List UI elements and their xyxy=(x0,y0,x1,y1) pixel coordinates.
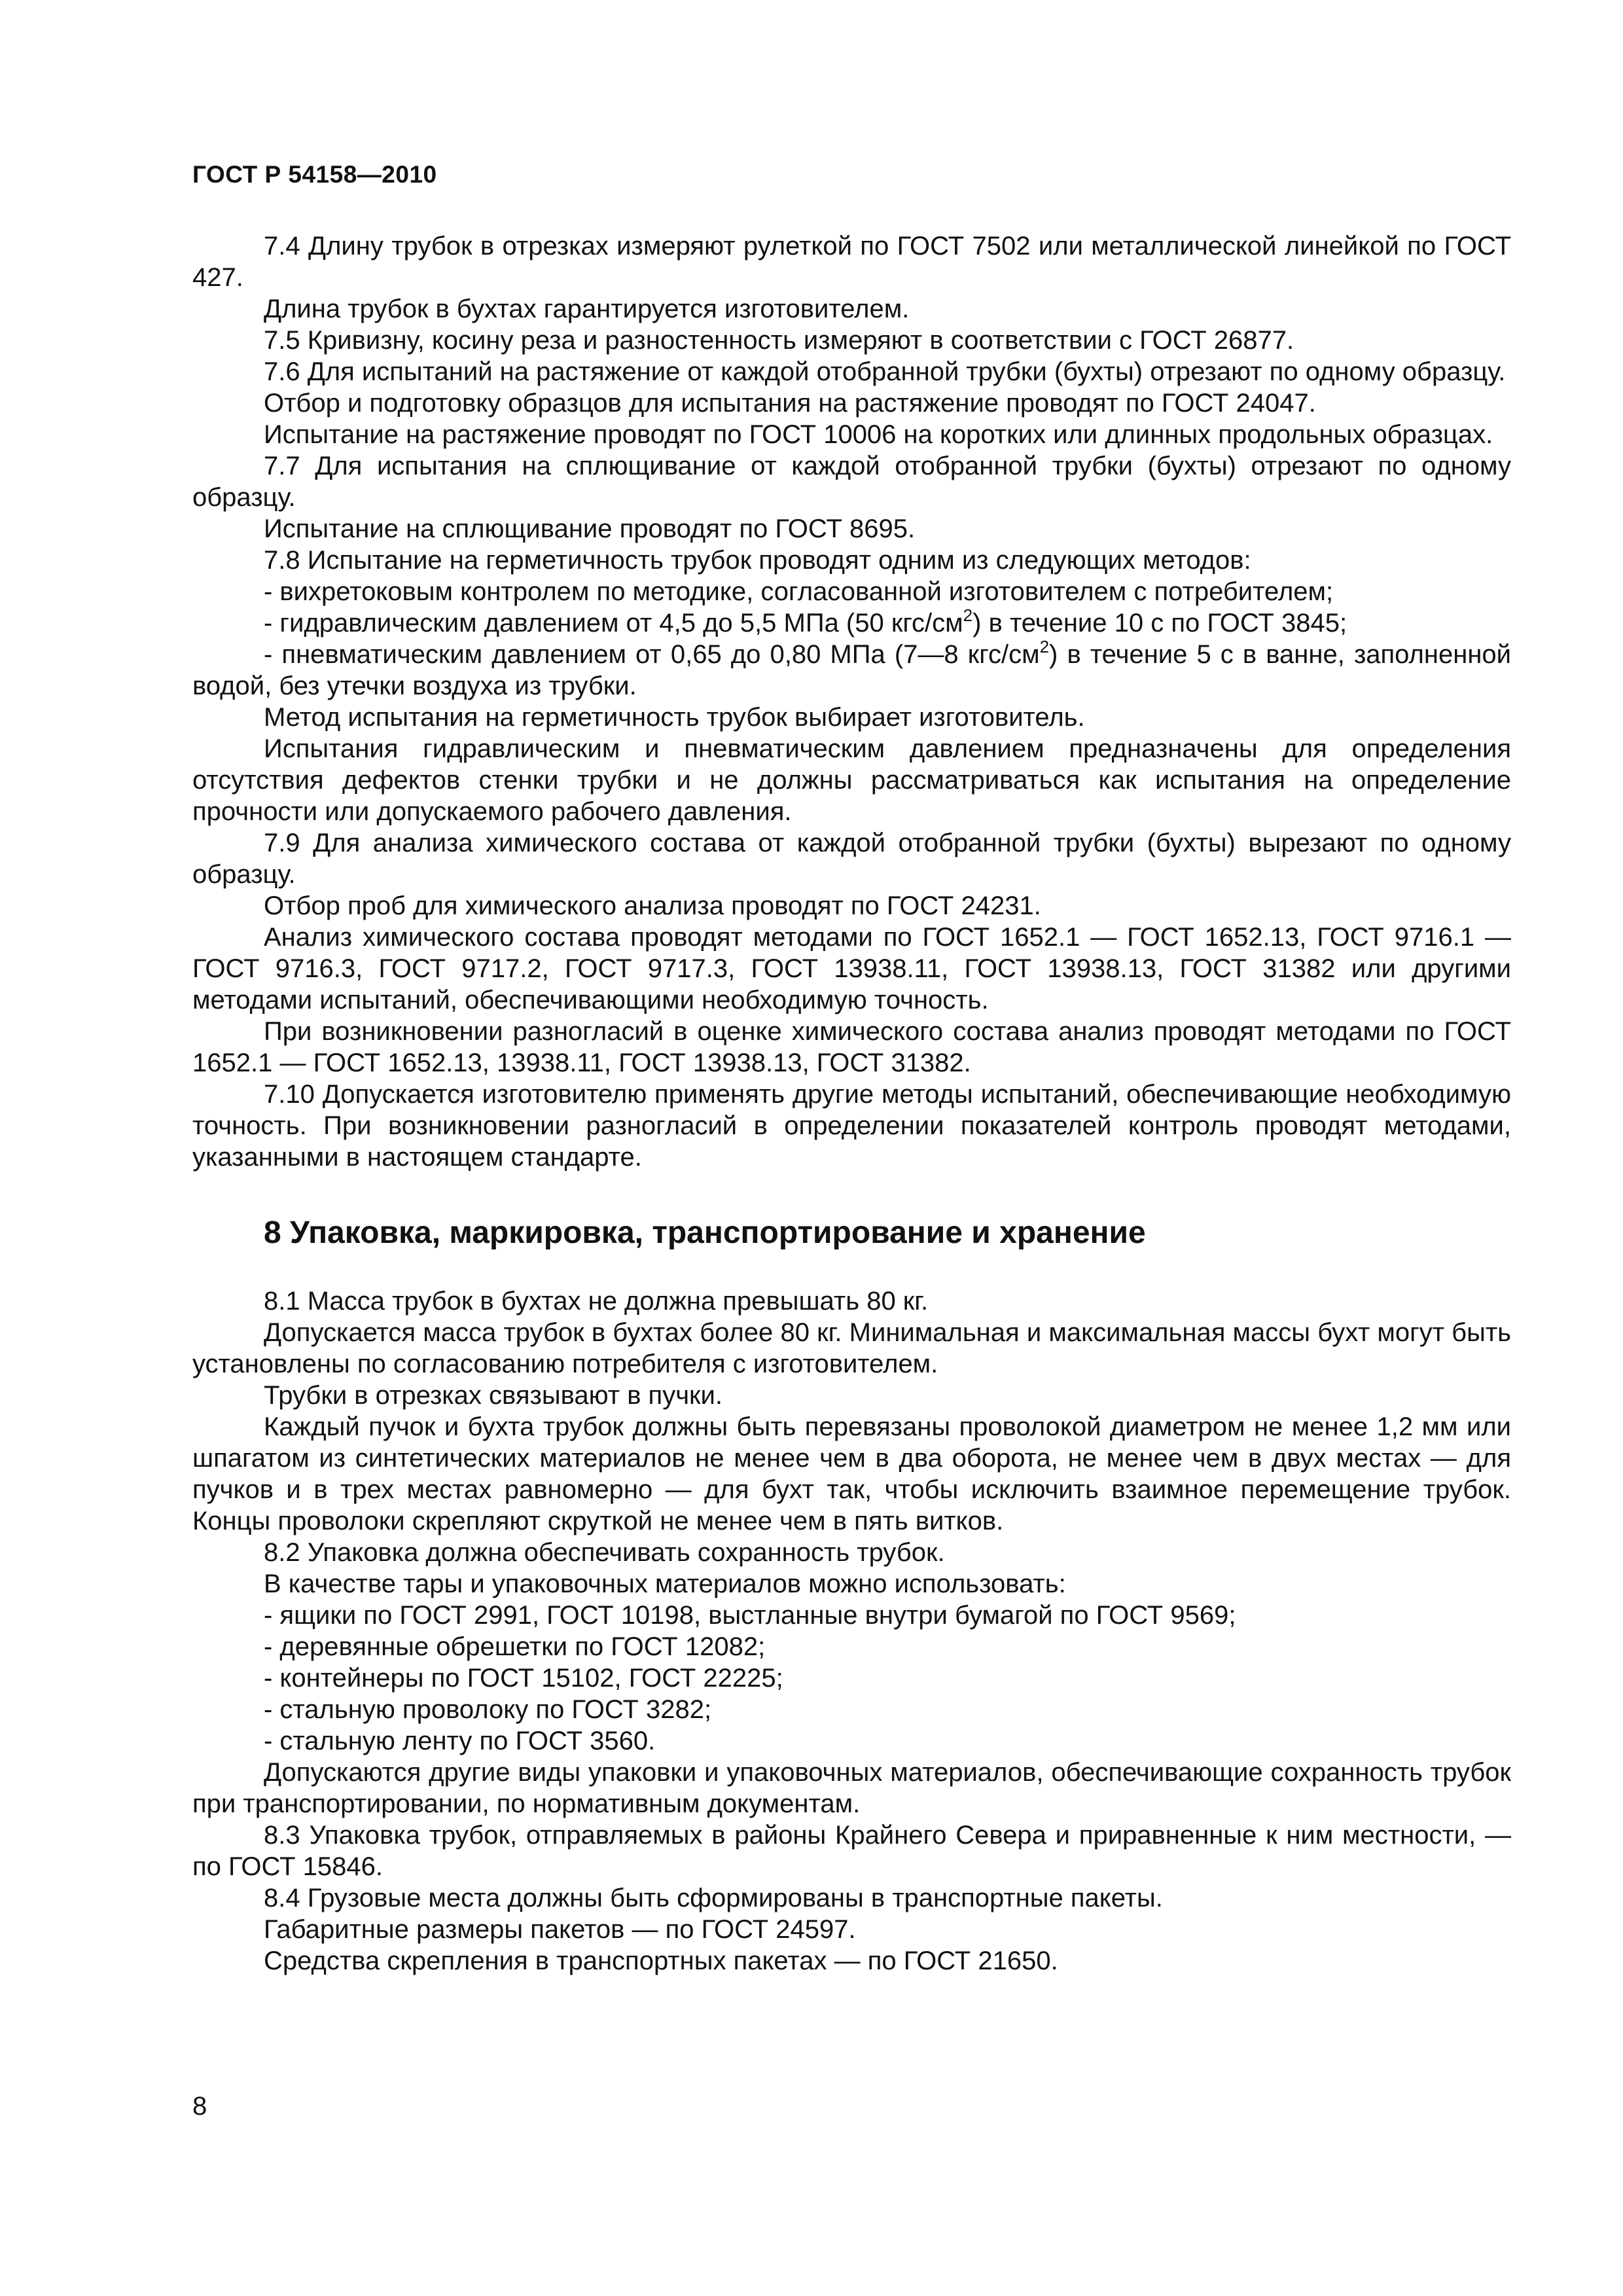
paragraph-text: 7.8 Испытание на герметичность трубок проводят одним из следующих методов: xyxy=(264,546,1251,575)
section-heading xyxy=(192,1215,1511,1251)
paragraph xyxy=(192,1945,1511,1977)
paragraph-text: 7.6 Для испытаний на растяжение от каждой отобранной трубки (бухты) отрезают по одному образцу. xyxy=(264,357,1506,386)
paragraph xyxy=(192,1317,1511,1380)
document-code-header: ГОСТ Р 54158—2010 xyxy=(192,161,437,188)
paragraph xyxy=(192,1380,1511,1411)
paragraph xyxy=(192,702,1511,733)
paragraph xyxy=(192,890,1511,922)
paragraph xyxy=(192,1568,1511,1600)
section-heading-text: 8 Упаковка, маркировка, транспортирование и хранение xyxy=(264,1215,1146,1250)
paragraph xyxy=(192,1820,1511,1882)
paragraph-text: Габаритные размеры пакетов — по ГОСТ 24597. xyxy=(264,1915,856,1944)
paragraph-text: 8.4 Грузовые места должны быть сформированы в транспортные пакеты. xyxy=(264,1884,1163,1912)
paragraph xyxy=(192,419,1511,450)
paragraph-text: Анализ химического состава проводят методами по ГОСТ 1652.1 — ГОСТ 1652.13, ГОСТ 9716.1 — ГОСТ 9716.3, ГОСТ 9717.2, ГОСТ 9717.3, ГОСТ 13938.11, ГОСТ 13938.13, ГОСТ 31382 или другими методами испытаний, обеспечивающими необходимую точность. xyxy=(192,923,1511,1014)
paragraph xyxy=(192,1016,1511,1079)
superscript: 2 xyxy=(1039,636,1050,656)
paragraph xyxy=(192,1694,1511,1725)
paragraph-text: Каждый пучок и бухта трубок должны быть перевязаны проволокой диаметром не менее 1,2 мм или шпагатом из синтетических материалов не менее чем в два оборота, не менее чем в двух местах — для пучков и в трех местах равномерно — для бухт так, чтобы исключить взаимное перемещение трубок. Концы проволоки скрепляют скруткой не менее чем в пять витков. xyxy=(192,1412,1511,1535)
paragraph-text: Трубки в отрезках связывают в пучки. xyxy=(264,1381,723,1410)
paragraph xyxy=(192,1411,1511,1537)
paragraph-text-continued: ) в течение 5 с в ванне, заполненной водой, без утечки воздуха из трубки. xyxy=(192,640,1511,700)
paragraph xyxy=(192,1285,1511,1317)
paragraph-text: 7.4 Длину трубок в отрезках измеряют рулеткой по ГОСТ 7502 или металлической линейкой по ГОСТ 427. xyxy=(192,232,1511,292)
paragraph xyxy=(192,387,1511,419)
paragraph xyxy=(192,545,1511,576)
paragraph-text: Испытание на растяжение проводят по ГОСТ 10006 на коротких или длинных продольных образцах. xyxy=(264,420,1493,449)
paragraph-text-continued: ) в течение 10 с по ГОСТ 3845; xyxy=(972,609,1347,637)
paragraph-text: Испытания гидравлическим и пневматическим давлением предназначены для определения отсутствия дефектов стенки трубки и не должны рассматриваться как испытания на определение прочности или допускаемого рабочего давления. xyxy=(192,734,1511,826)
paragraph-text: Метод испытания на герметичность трубок выбирает изготовитель. xyxy=(264,703,1085,732)
paragraph xyxy=(192,922,1511,1016)
paragraph-text: - стальную ленту по ГОСТ 3560. xyxy=(264,1727,656,1755)
paragraph-text: Допускается масса трубок в бухтах более 80 кг. Минимальная и максимальная массы бухт могут быть установлены по согласованию потребителя с изготовителем. xyxy=(192,1318,1511,1378)
paragraph-text: - гидравлическим давлением от 4,5 до 5,5 МПа (50 кгс/см xyxy=(264,609,963,637)
paragraph-text: 7.7 Для испытания на сплющивание от каждой отобранной трубки (бухты) отрезают по одному образцу. xyxy=(192,452,1511,512)
paragraph xyxy=(192,636,1511,702)
document-body xyxy=(192,230,1511,1977)
paragraph-text: Длина трубок в бухтах гарантируется изготовителем. xyxy=(264,295,910,323)
paragraph-text: Средства скрепления в транспортных пакетах — по ГОСТ 21650. xyxy=(264,1946,1058,1975)
paragraph xyxy=(192,1914,1511,1945)
paragraph xyxy=(192,356,1511,387)
paragraph xyxy=(192,576,1511,607)
paragraph-text: - вихретоковым контролем по методике, согласованной изготовителем с потребителем; xyxy=(264,577,1334,606)
paragraph-text: - пневматическим давлением от 0,65 до 0,80 МПа (7—8 кгс/см xyxy=(264,640,1040,669)
paragraph xyxy=(192,1662,1511,1694)
paragraph xyxy=(192,1079,1511,1173)
paragraph-text: - контейнеры по ГОСТ 15102, ГОСТ 22225; xyxy=(264,1664,783,1693)
paragraph-text: - деревянные обрешетки по ГОСТ 12082; xyxy=(264,1632,766,1661)
paragraph-text: Допускаются другие виды упаковки и упаковочных материалов, обеспечивающие сохранность трубок при транспортировании, по нормативным документам. xyxy=(192,1758,1511,1818)
paragraph xyxy=(192,607,1511,639)
paragraph xyxy=(192,733,1511,827)
paragraph xyxy=(192,1757,1511,1820)
paragraph-text: Отбор проб для химического анализа проводят по ГОСТ 24231. xyxy=(264,891,1041,920)
paragraph xyxy=(192,325,1511,356)
superscript: 2 xyxy=(963,605,973,625)
paragraph xyxy=(192,1725,1511,1757)
paragraph-text: 7.9 Для анализа химического состава от каждой отобранной трубки (бухты) вырезают по одному образцу. xyxy=(192,829,1511,889)
paragraph-text: 7.5 Кривизну, косину реза и разностенность измеряют в соответствии с ГОСТ 26877. xyxy=(264,326,1294,355)
paragraph-text: 8.1 Масса трубок в бухтах не должна превышать 80 кг. xyxy=(264,1287,929,1316)
paragraph xyxy=(192,450,1511,513)
paragraph-text: 8.2 Упаковка должна обеспечивать сохранность трубок. xyxy=(264,1538,945,1567)
paragraph xyxy=(192,1537,1511,1568)
paragraph-text: Отбор и подготовку образцов для испытания на растяжение проводят по ГОСТ 24047. xyxy=(264,389,1316,418)
paragraph xyxy=(192,513,1511,545)
paragraph-text: Испытание на сплющивание проводят по ГОСТ 8695. xyxy=(264,514,916,543)
paragraph-text: - ящики по ГОСТ 2991, ГОСТ 10198, выстланные внутри бумагой по ГОСТ 9569; xyxy=(264,1601,1236,1630)
paragraph xyxy=(192,1600,1511,1631)
paragraph xyxy=(192,827,1511,890)
paragraph-text: 8.3 Упаковка трубок, отправляемых в районы Крайнего Севера и приравненные к ним местности, — по ГОСТ 15846. xyxy=(192,1821,1511,1881)
paragraph-text: При возникновении разногласий в оценке химического состава анализ проводят методами по ГОСТ 1652.1 — ГОСТ 1652.13, 13938.11, ГОСТ 13938.13, ГОСТ 31382. xyxy=(192,1017,1511,1077)
paragraph xyxy=(192,1631,1511,1662)
paragraph xyxy=(192,230,1511,293)
paragraph-text: - стальную проволоку по ГОСТ 3282; xyxy=(264,1695,712,1724)
page-number: 8 xyxy=(192,2092,207,2121)
paragraph-text: 7.10 Допускается изготовителю применять другие методы испытаний, обеспечивающие необходимую точность. При возникновении разногласий в определении показателей контроль проводят методами, указанными в настоящем стандарте. xyxy=(192,1080,1511,1172)
paragraph-text: В качестве тары и упаковочных материалов можно использовать: xyxy=(264,1570,1066,1598)
paragraph xyxy=(192,1882,1511,1914)
paragraph xyxy=(192,293,1511,325)
